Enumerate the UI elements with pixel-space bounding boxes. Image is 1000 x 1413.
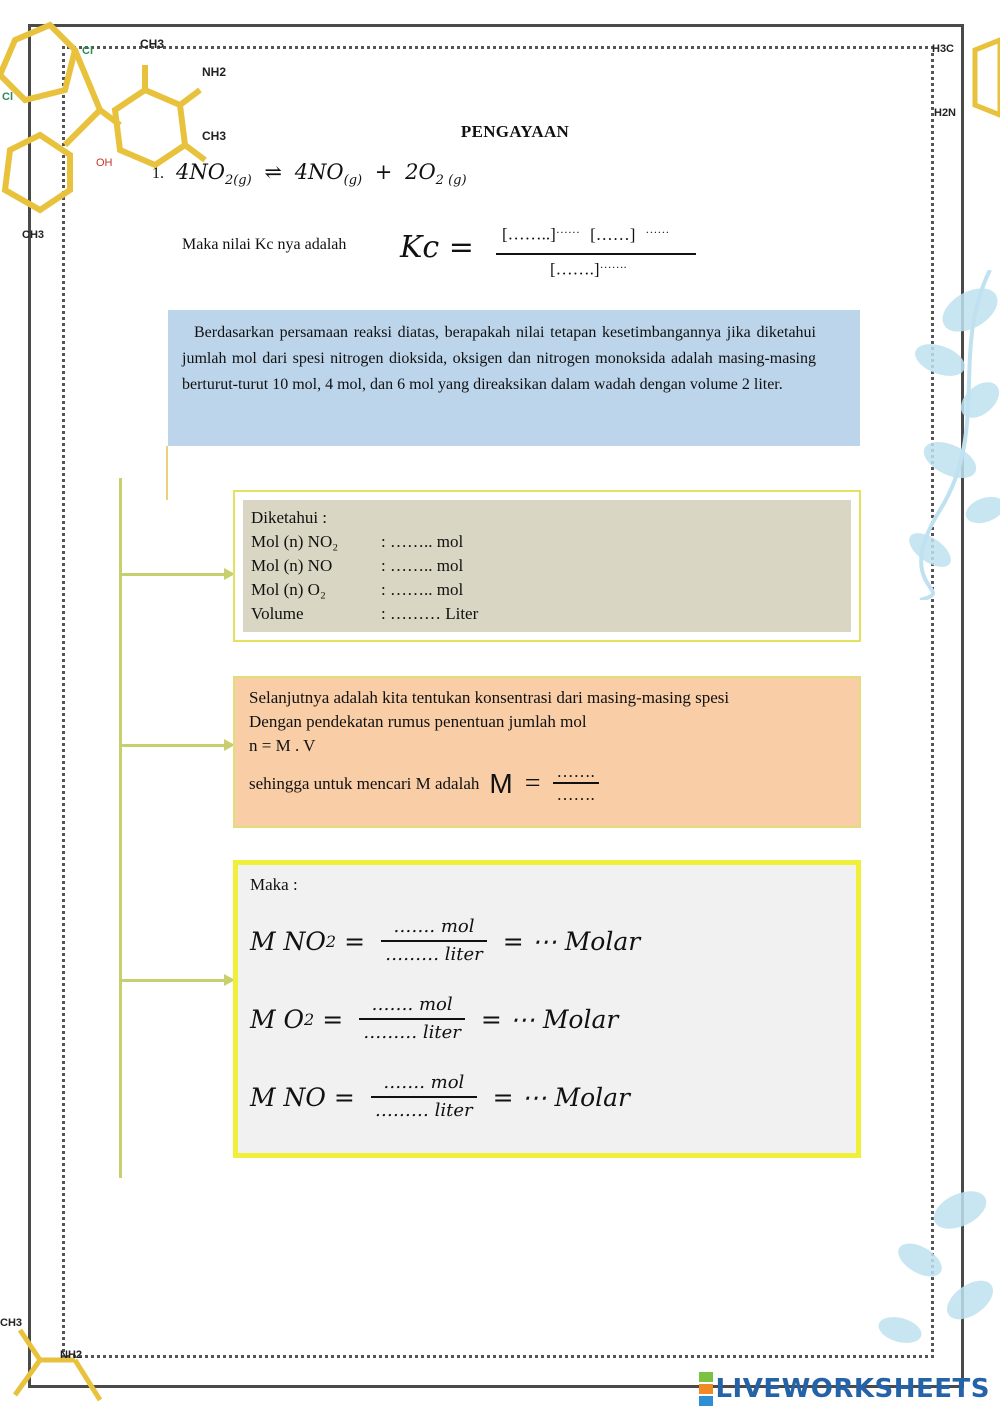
cl-label: Cl (82, 45, 93, 57)
kc-prompt: Maka nilai Kc nya adalah (182, 236, 347, 253)
formula-m-o2 (250, 987, 844, 1051)
known-row (251, 578, 843, 602)
known-value-volume[interactable]: : ……… Liter (381, 604, 479, 623)
page-title: PENGAYAAN (460, 122, 570, 141)
reactant-subscript: 2(g) (224, 173, 252, 189)
arrow-to-concentration (121, 744, 225, 747)
equilibrium-arrow: ⇌ (264, 160, 282, 184)
known-label: Mol (n) NO (251, 556, 333, 575)
liter-blank[interactable]: ……… liter (385, 944, 483, 965)
molarity-fraction (553, 762, 599, 806)
known-box (233, 490, 861, 642)
connector-line (119, 478, 122, 1178)
logo-text: LIVEWORKSHEETS (715, 1374, 990, 1404)
known-value-no[interactable]: : …….. mol (381, 556, 464, 575)
formula-lhs: M O (250, 1004, 305, 1034)
known-row (251, 554, 843, 578)
h2n-label: H2N (934, 107, 957, 119)
formula-lhs: M NO (250, 926, 326, 956)
kc-exp-o2[interactable]: …… (645, 222, 670, 236)
logo-block (699, 1396, 713, 1406)
mol-blank[interactable]: ……. mol (383, 1072, 465, 1093)
molar-answer[interactable]: ⋯ Molar (521, 1082, 631, 1112)
kc-exp-no[interactable]: …… (555, 222, 580, 236)
arrow-to-known (121, 573, 225, 576)
formula-m-no (250, 1065, 844, 1129)
kc-exp-no2[interactable]: ……. (599, 257, 627, 271)
molar-answer[interactable]: ⋯ Molar (531, 926, 641, 956)
question-connector (166, 446, 168, 500)
ch3-label: CH3 (22, 229, 45, 241)
mol-blank[interactable]: ……. mol (371, 994, 453, 1015)
liter-blank[interactable]: ……… liter (363, 1022, 461, 1043)
m-symbol: M (489, 768, 513, 799)
formula-lhs: M NO (250, 1082, 326, 1112)
known-value-no2[interactable]: : …….. mol (381, 532, 464, 551)
logo-block (699, 1384, 713, 1394)
known-label: Mol (n) O₂ (251, 580, 326, 599)
question-number: 1. (152, 165, 164, 182)
product-no-subscript: (g) (343, 173, 363, 189)
kc-numerator (502, 222, 669, 245)
nh2-label: NH2 (60, 1349, 83, 1361)
liveworksheets-logo (699, 1371, 990, 1407)
logo-block (699, 1372, 713, 1382)
formula-fraction (381, 914, 487, 968)
mol-blank[interactable]: ……. mol (393, 916, 475, 937)
formula-fraction (359, 992, 465, 1046)
formula-fraction (371, 1070, 477, 1124)
known-heading: Diketahui : (251, 508, 328, 527)
equals-sign: = (480, 1004, 502, 1034)
known-row (251, 530, 843, 554)
equals-sign: = (492, 1082, 514, 1112)
equals-sign: = (502, 926, 524, 956)
h3c-label: H3C (932, 43, 955, 55)
nh2-label: NH2 (202, 65, 227, 79)
plus-sign: + (374, 160, 393, 184)
equals-sign: = (344, 926, 366, 956)
kc-blank-no2[interactable]: […….] (550, 259, 600, 279)
reactant: 4NO (176, 160, 225, 184)
known-row (251, 602, 843, 626)
leaves-decoration-bottom-right (810, 1180, 1000, 1380)
mol-formula: n = M . V (249, 736, 316, 755)
product-no: 4NO (294, 160, 344, 184)
kc-blank-o2[interactable]: [……] (590, 224, 636, 244)
equals-sign: = (524, 768, 541, 799)
molar-answer[interactable]: ⋯ Molar (509, 1004, 619, 1034)
logo-mark-icon (699, 1371, 713, 1407)
equals-sign: = (322, 1004, 344, 1034)
known-label: Mol (n) NO₂ (251, 532, 339, 551)
kc-denominator (550, 257, 627, 280)
known-value-o2[interactable]: : …….. mol (381, 580, 464, 599)
molarity-equation (249, 762, 845, 806)
formula-m-no2 (250, 909, 844, 973)
known-label: Volume (251, 604, 304, 623)
product-o2-subscript: 2 (g) (435, 173, 467, 189)
find-m-label: sehingga untuk mencari M adalah (249, 774, 480, 793)
reaction-equation (176, 160, 467, 188)
concentration-line2: Dengan pendekatan rumus penentuan jumlah mol (249, 712, 587, 731)
results-box (233, 860, 861, 1158)
kc-blank-no[interactable]: [……..] (502, 224, 556, 244)
ch3-label: CH3 (0, 1317, 23, 1329)
formula-lhs-subscript: 2 (304, 1009, 315, 1029)
product-o2: 2O (405, 160, 436, 184)
question-box (168, 310, 860, 446)
liter-blank[interactable]: ……… liter (374, 1100, 473, 1121)
question-text: Berdasarkan persamaan reaksi diatas, berapakah nilai tetapan kesetimbangannya jika diketahui jumlah mol dari spesi nitrogen dioksida, oksigen dan nitrogen monoksida adalah masing-masing berturut-turut 10 mol, 4 mol, dan 6 mol yang direaksikan dalam wadah dengan volume 2 liter. (182, 324, 816, 393)
molarity-numerator-blank[interactable]: ……. (556, 762, 595, 781)
oh-label: OH (96, 157, 113, 169)
concentration-line1: Selanjutnya adalah kita tentukan konsentrasi dari masing-masing spesi (249, 688, 730, 707)
kc-fraction-bar (496, 253, 696, 255)
cl-label: Cl (2, 91, 13, 103)
arrow-to-results (121, 979, 225, 982)
molarity-denominator-blank[interactable]: ……. (556, 785, 595, 804)
concentration-box (233, 676, 861, 828)
formula-lhs-subscript: 2 (325, 931, 337, 951)
equals-sign: = (333, 1082, 355, 1112)
ch3-label: CH3 (140, 37, 165, 51)
molecule-decoration-bottom-left (0, 1300, 110, 1413)
results-heading: Maka : (250, 875, 298, 894)
kc-symbol: Kc = (400, 230, 474, 265)
ch3-label: CH3 (202, 129, 227, 143)
